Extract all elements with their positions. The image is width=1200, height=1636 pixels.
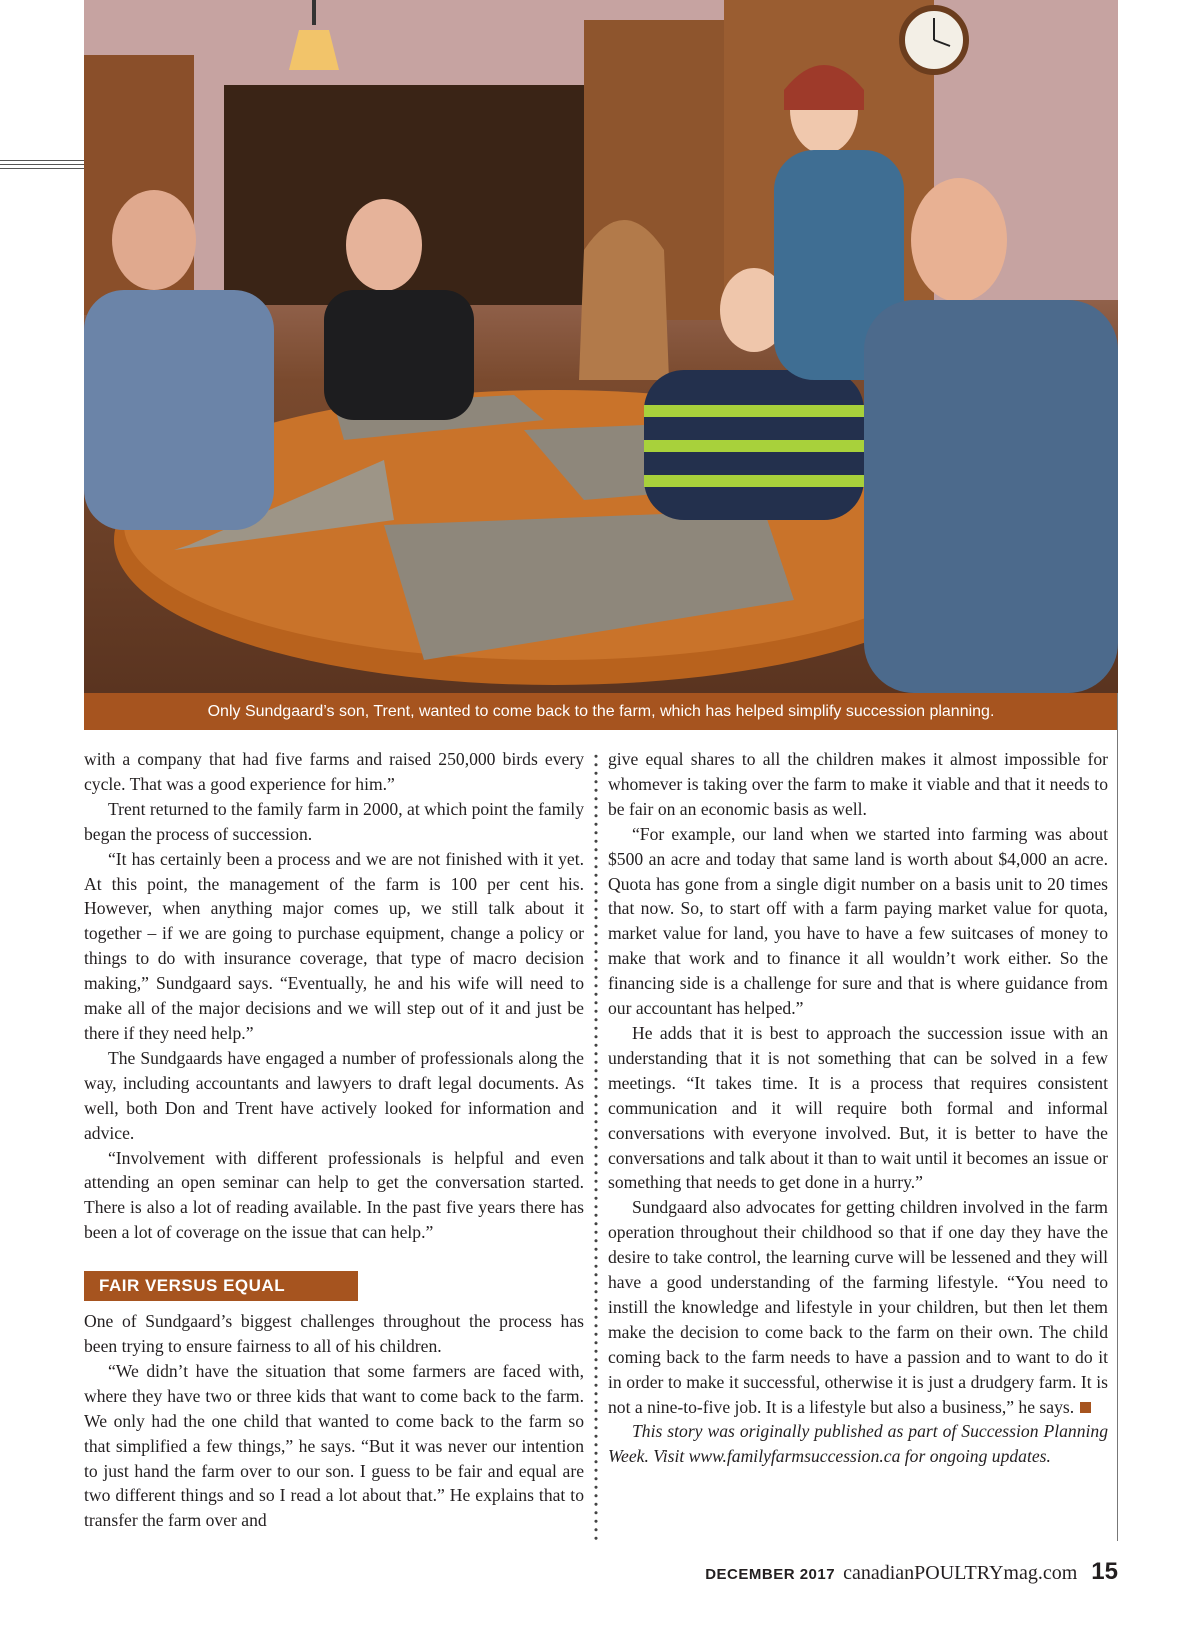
paragraph: He adds that it is best to approach the succession issue with an understanding that it is not something that can be solved in a few meetings. “It takes time. It is a process that requires consistent communication and it will require both formal and informal conversations with everyone involved. But, it is better to have the conversations and talk about it than to wait until it becomes an issue or something that needs to get done in a hurry.” [608, 1022, 1108, 1193]
top-rule-mark [0, 168, 84, 169]
magazine-site: canadianPOULTRYmag.com [843, 1562, 1078, 1584]
paragraph [608, 1195, 1108, 1419]
section-heading: FAIR VERSUS EQUAL [84, 1271, 358, 1301]
left-column [84, 747, 584, 1533]
family-photo [84, 0, 1118, 693]
paragraph-text: Sundgaard also advocates for getting children involved in the farm operation throughout their childhood so that if one day they have the desire to take control, the learning curve will be lessened and they will have a good understanding of the farming lifestyle. “You need to instill the knowledge and lifestyle in your children, but then let them make the decision to come back to the farm on their own. The child coming back to the farm needs to have a passion and to want to do it in order to make it successful, otherwise it is just a drudgery farm. It is not a nine-to-five job. It is a lifestyle but also a business,” he says. [608, 1197, 1108, 1417]
page-footer [705, 1558, 1118, 1586]
right-edge-rule [1117, 693, 1118, 1541]
paragraph: “Involvement with different professionals is helpful and even attending an open seminar can help to get the conversation started. There is also a lot of reading available. In the past five years there has been a lot of coverage on the issue that can help.” [84, 1147, 584, 1243]
paragraph: The Sundgaards have engaged a number of professionals along the way, including accountants and lawyers to draft legal documents. As well, both Don and Trent have actively looked for information and advice. [84, 1047, 584, 1143]
paragraph: One of Sundgaard’s biggest challenges throughout the process has been trying to ensure fairness to all of his children. [84, 1311, 584, 1357]
paragraph: Trent returned to the family farm in 2000, at which point the family began the process of succession. [84, 798, 584, 844]
column-divider [594, 752, 598, 1542]
top-rule-mark [0, 160, 84, 161]
paragraph: “For example, our land when we started into farming was about $500 an acre and today that same land is worth about $4,000 an acre. Quota has gone from a single digit number on a basis unit to 20 times that now. So, to start off with a farm paying market value for quota, market value for land, you have to have a few suitcases of money to make that work and to finance it all wouldn’t work either. So the financing side is a challenge for sure and that is where guidance from our accountant has helped.” [608, 823, 1108, 1019]
paragraph: with a company that had five farms and raised 250,000 birds every cycle. That was a good experience for him.” [84, 749, 584, 794]
issue-date: DECEMBER 2017 [705, 1566, 836, 1583]
page-number: 15 [1091, 1558, 1118, 1585]
source-note: This story was originally published as part of Succession Planning Week. Visit www.familyfarmsuccession.ca for ongoing updates. [608, 1421, 1108, 1467]
paragraph: “We didn’t have the situation that some farmers are faced with, where they have two or three kids that want to come back to the farm. We only had the one child that wanted to come back to the farm so that simplified a few things,” he says. “But it was never our intention to just hand the farm over to our son. I guess to be fair and equal are two different things and so I read a lot about that.” He explains that to transfer the farm over and [84, 1360, 584, 1531]
paragraph: “It has certainly been a process and we are not finished with it yet. At this point, the management of the farm is 100 per cent his. However, when anything major comes up, we still talk about it together – if we are going to purchase equipment, change a policy or things to do with insurance coverage, that type of macro decision making,” Sundgaard says. “Eventually, he and his wife will need to make all of the major decisions and we will step out of it and just be there if they need help.” [84, 848, 584, 1043]
end-mark-icon [1080, 1402, 1091, 1413]
paragraph: give equal shares to all the children makes it almost impossible for whomever is taking over the farm to make it viable and that it needs to be fair on an economic basis as well. [608, 749, 1108, 819]
photo-caption: Only Sundgaard’s son, Trent, wanted to come back to the farm, which has helped simplify succession planning. [84, 693, 1118, 730]
top-rule-mark [0, 164, 84, 165]
right-column [608, 747, 1108, 1469]
